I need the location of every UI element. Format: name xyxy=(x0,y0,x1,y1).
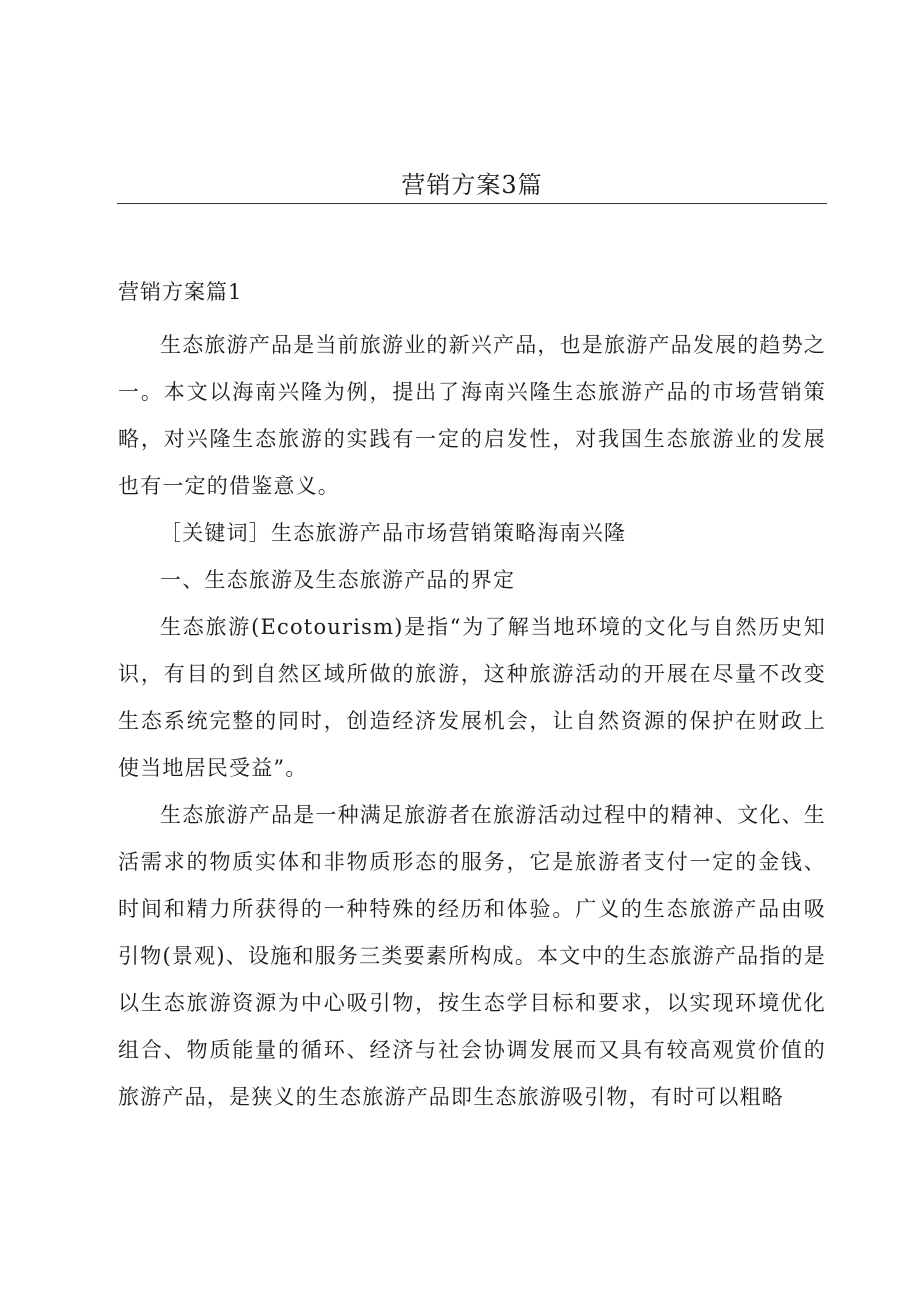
paragraph-keywords: ［关键词］生态旅游产品市场营销策略海南兴隆 xyxy=(160,521,627,545)
document-title: 营销方案3篇 xyxy=(401,171,543,199)
paragraph-subheading: 一、生态旅游及生态旅游产品的界定 xyxy=(160,568,516,592)
paragraph-ecotourism-definition: 生态旅游(Ecotourism)是指“为了解当地环境的文化与自然历史知识，有目的到自然区域所做的旅游，这种旅游活动的开展在尽量不改变生态系统完整的同时，创造经济发展机会，让自然资源的保护在财政上使当地居民受益”。 xyxy=(118,615,826,780)
paragraph-ecotourism-product: 生态旅游产品是一种满足旅游者在旅游活动过程中的精神、文化、生活需求的物质实体和非物质形态的服务，它是旅游者支付一定的金钱、时间和精力所获得的一种特殊的经历和体验。广义的生态旅游产品由吸引物(景观)、设施和服务三类要素所构成。本文中的生态旅游产品指的是以生态旅游资源为中心吸引物，按生态学目标和要求，以实现环境优化组合、物质能量的循环、经济与社会协调发展而又具有较高观赏价值的旅游产品，是狭义的生态旅游产品即生态旅游吸引物，有时可以粗略 xyxy=(118,803,826,1109)
document-body xyxy=(118,322,826,1121)
section-heading: 营销方案篇1 xyxy=(118,280,243,304)
paragraph-abstract: 生态旅游产品是当前旅游业的新兴产品，也是旅游产品发展的趋势之一。本文以海南兴隆为例，提出了海南兴隆生态旅游产品的市场营销策略，对兴隆生态旅游的实践有一定的启发性，对我国生态旅游业的发展也有一定的借鉴意义。 xyxy=(118,333,826,498)
title-divider xyxy=(117,203,827,204)
